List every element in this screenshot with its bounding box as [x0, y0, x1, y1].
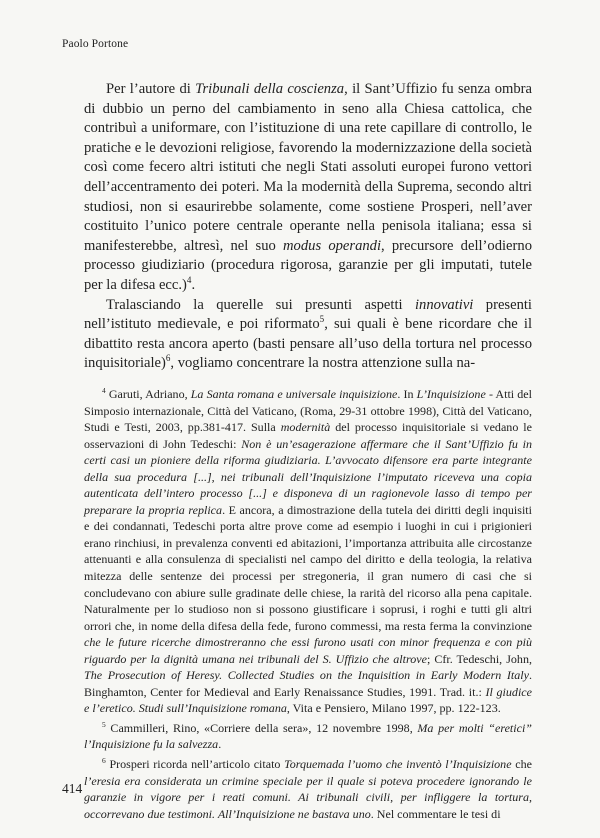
- italic-run: che le future ricerche dimostreranno che essi furono usati con minor frequenza e con più riguardo per la dignità umana nei tribunali del S. Uffizio che altrove: [84, 635, 532, 666]
- running-head: Paolo Portone: [62, 38, 129, 50]
- note-marker: 4: [102, 385, 106, 395]
- italic-run: The Prosecution of Heresy. Collected Studies on the Inquisition in Early Modern Italy: [84, 668, 529, 683]
- italic-run: modus operandi: [283, 237, 382, 254]
- italic-run: l’eresia era considerata un crimine speciale per il quale si poteva procedere ignorando le garanzie in vigore per i reati comuni. Ai tribunali civili, per infliggere la tortura, occorrevano due testimoni. All’Inquisizione ne bastava uno: [84, 773, 532, 821]
- footnote-6: $^6$ Prosperi ricorda nell’articolo citato Torquemada l’uomo che inventò l’Inquisizione che l’eresia era considerata un crimine speciale per il quale si poteva procedere ignorando le garanzie in vigore per i reati comuni. Ai tribunali civili, per infliggere la tortura, occorrevano due testimoni. All’Inquisizione ne bastava uno. Nel commentare le tesi di: [84, 756, 532, 821]
- main-text: [84, 80, 532, 374]
- italic-run: Non è un’esagerazione affermare che il Sant’Uffizio fu in certi casi un pioniere della riforma giudiziaria. L’avvocato difensore era parte integrante della sua procedura [...], nei tribunali dell’Inquisizione l’imputato riceveva una copia autenticata dell’intero processo [...] e disponeva di un ragionevole lasso di tempo per preparare la propria replica: [84, 436, 532, 517]
- paragraph-1: Per l’autore di Tribunali della coscienza, il Sant’Uffizio fu senza ombra di dubbio un perno del cambiamento in seno alla Chiesa cattolica, che contribuì a uniformare, con l’istituzione di una rete capillare di controllo, le pratiche e le devozioni religiose, favorendo la modernizzazione della società così come fecero altri istituti che negli Stati assoluti europei furono vettori dell’accentramento dei poteri. Ma la modernità della Suprema, secondo altri studiosi, non si esaurirebbe solamente, come sostiene Prosperi, nell’aver costituito l’unico potere centrale operante nella penisola italiana; essa si manifesterebbe, altresì, nel suo modus operandi, precursore dell’odierno processo giudiziario (procedura rigorosa, garanzie per gli imputati, tutele per la difesa ecc.)$^4$.: [84, 81, 533, 293]
- note-marker: 5: [319, 314, 325, 325]
- italic-run: Ma per molti “eretici” l’Inquisizione fu la salvezza: [84, 720, 532, 752]
- footnote-5: $^5$ Cammilleri, Rino, «Corriere della sera», 12 novembre 1998, Ma per molti “eretici” l’Inquisizione fu la salvezza.: [84, 719, 532, 752]
- note-marker: 6: [102, 756, 106, 766]
- italic-run: Tribunali della coscienza: [195, 81, 345, 97]
- italic-run: Il giudice e l’eretico. Studi sull’Inquisizione romana: [84, 684, 532, 716]
- note-marker: 4: [186, 275, 192, 286]
- footnotes: [84, 386, 532, 822]
- italic-run: La Santa romana e universale inquisizione: [190, 387, 398, 401]
- italic-run: innovativi: [415, 296, 474, 313]
- page-number: 414: [62, 781, 83, 796]
- italic-run: L’Inquisizione: [416, 387, 486, 401]
- footnote-4: $^4$ Garuti, Adriano, La Santa romana e universale inquisizione. In L’Inquisizione - Atti del Simposio internazionale, Città del Vaticano, (Roma, 29-31 ottobre 1998), Città del Vaticano, Studi e Testi, 2003, pp.381-417. Sulla modernità del processo inquisitoriale si vedano le osservazioni di John Tedeschi: Non è un’esagerazione affermare che il Sant’Uffizio fu in certi casi un pioniere della riforma giudiziaria. L’avvocato difensore era parte integrante della sua procedura [...], nei tribunali dell’Inquisizione l’imputato riceveva una copia autenticata dell’intero processo [...] e disponeva di un ragionevole lasso di tempo per preparare la propria replica. E ancora, a dimostrazione della tutela dei diritti degli inquisiti e dei condannati, Tedeschi porta altre prove come ad esempio i luoghi in cui i prigionieri erano rinchiusi, in prevalenza conventi ed abitazioni, l’importanza attribuita alle circostanze attenuanti e alla consulenza di specialisti nel campo del diritto e della teologia, la relativa mitezza delle sentenze dei processi per stregoneria, il gran numero di casi che si concludevano con abiure sulle gradinate delle chiese, la rarità del ricorso alla pena capitale. Naturalmente per lo studioso non si possono giustificare i soprusi, i roghi e tutti gli altri orrori che, in nome della difesa della fede, furono commessi, ma resta ferma la convinzione che le future ricerche dimostreranno che essi furono usati con minor frequenza e con più riguardo per la dignità umana nei tribunali del S. Uffizio che altrove; Cfr. Tedeschi, John, The Prosecution of Heresy. Collected Studies on the Inquisition in Early Modern Italy. Binghamton, Center for Medieval and Early Renaissance Studies, 1991. Trad. it.: Il giudice e l’eretico. Studi sull’Inquisizione romana, Vita e Pensiero, Milano 1997, pp. 122-123.: [84, 385, 532, 716]
- italic-run: Torquemada l’uomo che inventò l’Inquisizione: [284, 757, 512, 772]
- italic-run: modernità: [280, 420, 331, 435]
- paragraph-2: Tralasciando la querelle sui presunti aspetti innovativi presenti nell’istituto medievale, e poi riformato$^5$, sui quali è bene ricordare che il dibattito resta ancora aperto (basti pensare all’uso della tortura nel processo inquisitoriale)$^6$, vogliamo concentrare la nostra attenzione sulla na-: [84, 296, 532, 372]
- note-marker: 6: [165, 353, 171, 364]
- note-marker: 5: [102, 719, 106, 729]
